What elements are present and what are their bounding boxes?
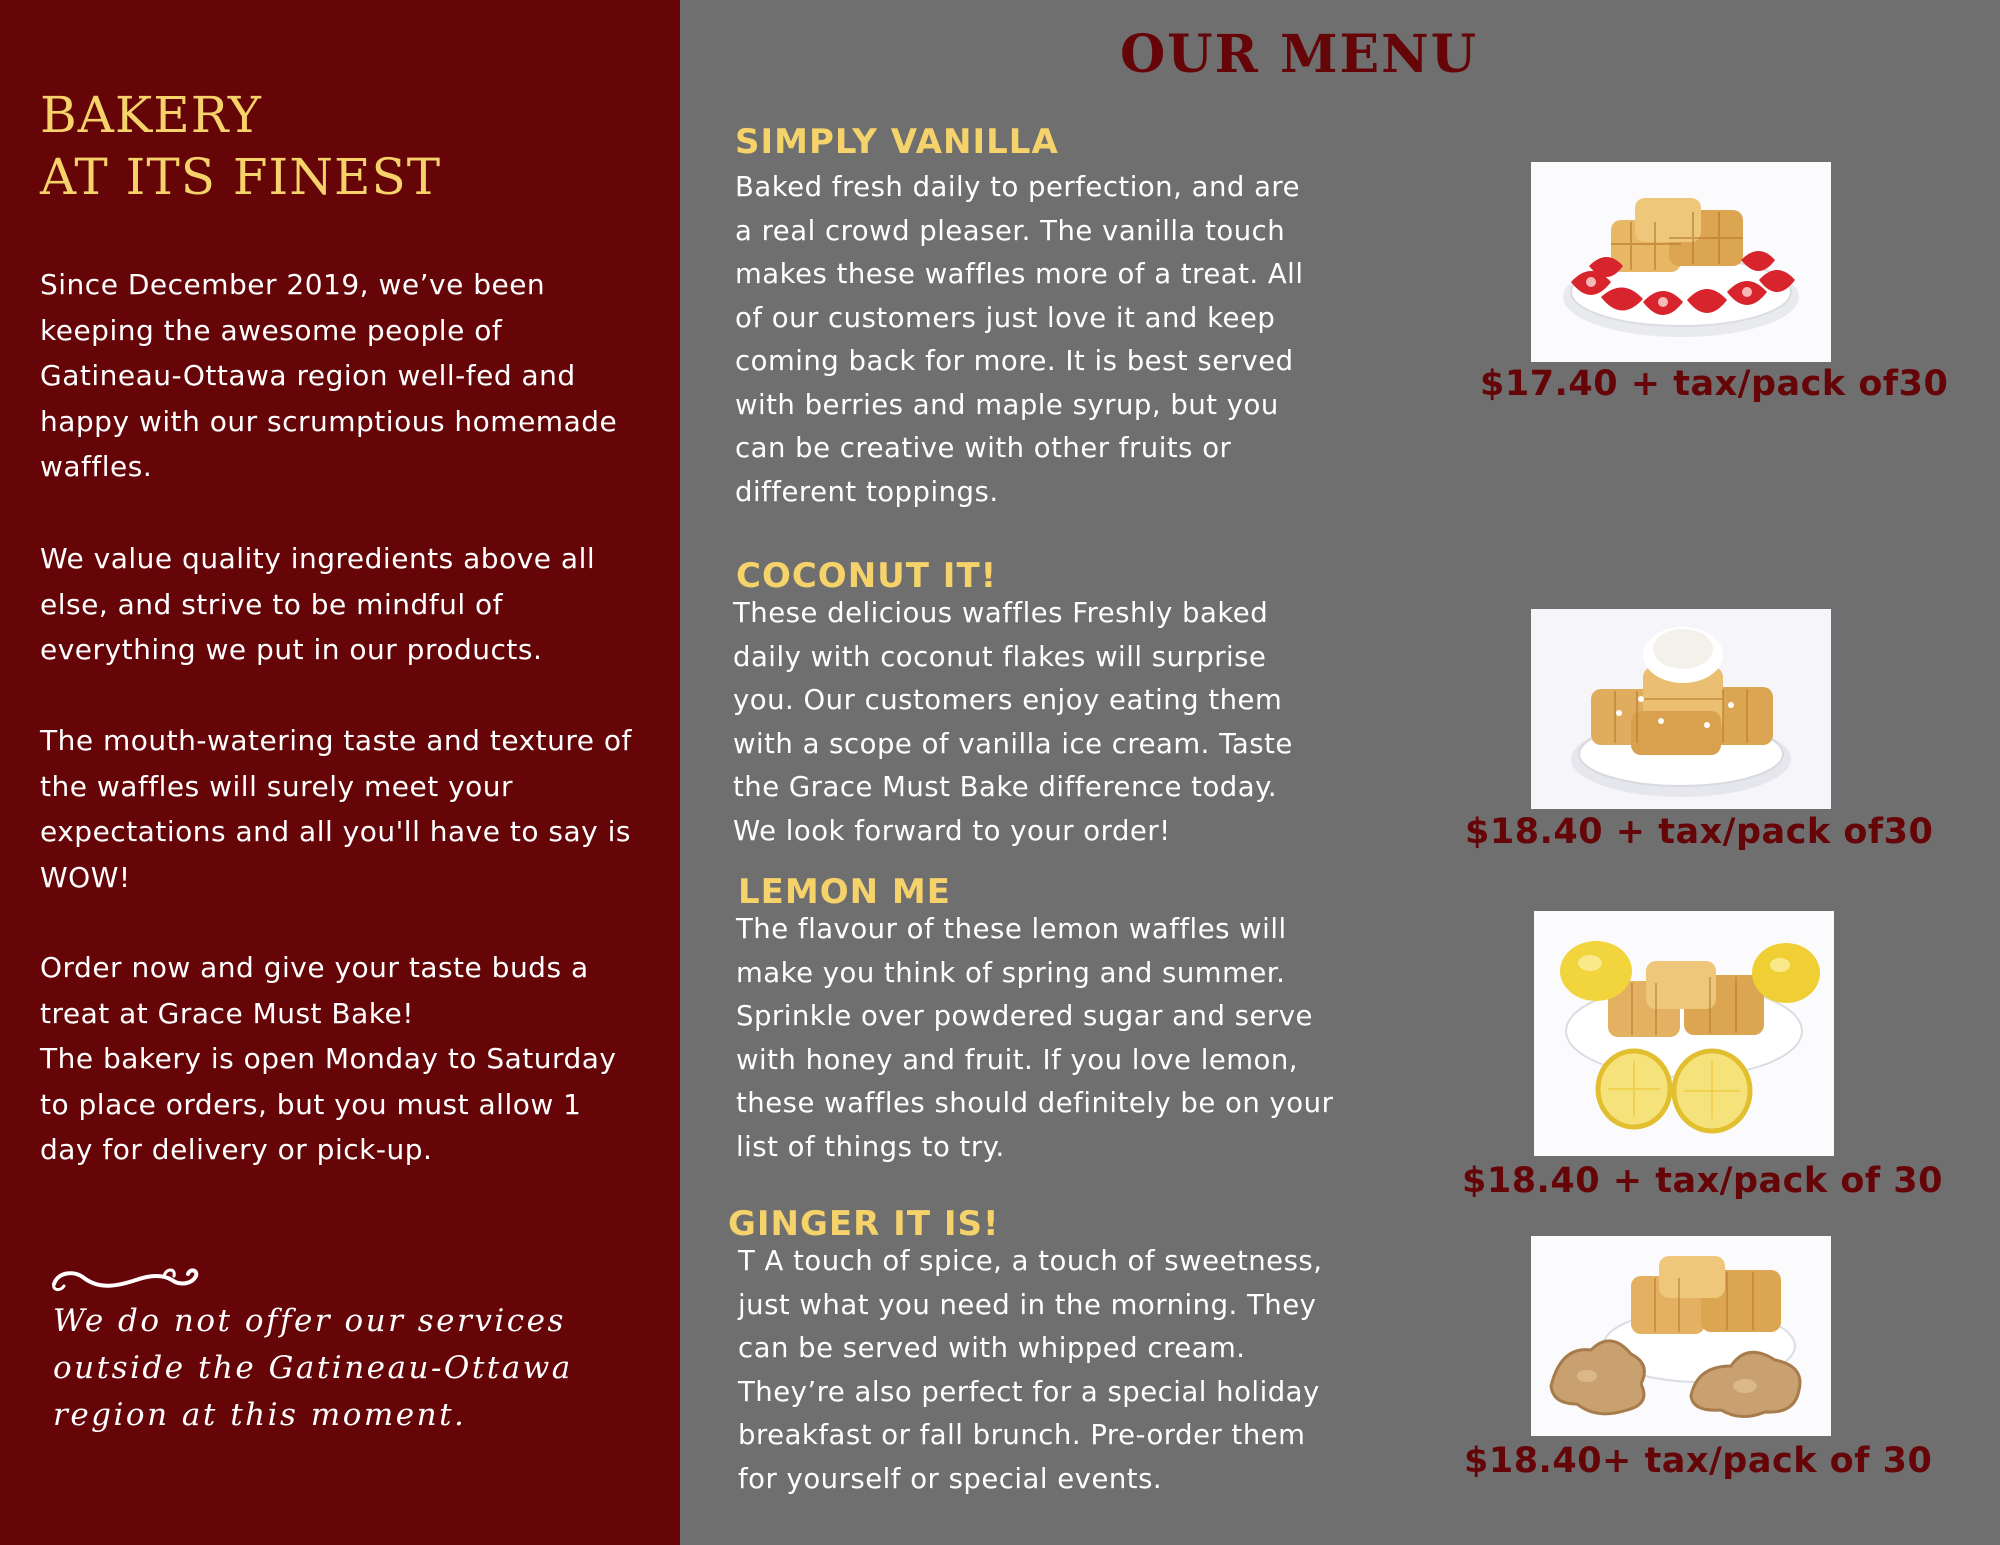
menu-title: OUR MENU: [1120, 24, 1479, 85]
menu-item-description: The flavour of these lemon waffles will make you think of spring and summer. Sprinkle over powdered sugar and serve with honey and fruit. If you love lemon, these waffles should definitely be on your list of things to try.: [736, 913, 1334, 1163]
intro-paragraph-order: Order now and give your taste buds a treat at Grace Must Bake!: [40, 951, 589, 1030]
menu-item-title: SIMPLY VANILLA: [735, 122, 1059, 162]
menu-item-title: LEMON ME: [738, 872, 951, 912]
intro-paragraph-since: Since December 2019, we’ve been keeping the awesome people of Gatineau-Ottawa region well-fed and happy with our scrumptious homemade waffles.: [40, 268, 618, 483]
menu-item-description: These delicious waffles Freshly baked daily with coconut flakes will surprise you. Our customers enjoy eating them with a scope of vanilla ice cream. Taste the Grace Must Bake difference today. We look forward to your order!: [733, 597, 1293, 847]
waffles-with-coconut-icon: [1531, 609, 1831, 809]
menu-item-description: Baked fresh daily to perfection, and are a real crowd pleaser. The vanilla touch makes these waffles more of a treat. All of our customers just love it and keep coming back for more. It is best served with berries and maple syrup, but you can be creative with other fruits or different toppings.: [735, 171, 1304, 508]
menu-item-price: $18.40 + tax/pack of30: [1465, 812, 1934, 852]
heading-line-2: AT ITS FINEST: [40, 148, 442, 206]
flourish-ornament-icon: [50, 1262, 210, 1296]
menu-item-title: COCONUT IT!: [736, 556, 998, 596]
bakery-heading: [40, 84, 441, 208]
intro-paragraph-quality: We value quality ingredients above all else, and strive to be mindful of everything we put in our products.: [40, 542, 596, 666]
intro-paragraph-taste: The mouth-watering taste and texture of the waffles will surely meet your expectations and all you'll have to say is WOW!: [40, 724, 632, 894]
waffles-with-strawberries-icon: [1531, 162, 1831, 362]
menu-item-description: T A touch of spice, a touch of sweetness, just what you need in the morning. They can be served with whipped cream. They’re also perfect for a special holiday breakfast or fall brunch. Pre-order them for yourself or special events.: [738, 1245, 1323, 1495]
menu-item-price: $17.40 + tax/pack of30: [1480, 364, 1949, 404]
waffles-with-lemons-icon: [1534, 911, 1834, 1156]
service-area-disclaimer: We do not offer our services outside the Gatineau-Ottawa region at this moment.: [53, 1303, 573, 1433]
waffles-with-ginger-icon: [1531, 1236, 1831, 1436]
menu-item-title: GINGER IT IS!: [728, 1204, 1000, 1244]
left-panel: [0, 0, 680, 1545]
intro-paragraph-hours: The bakery is open Monday to Saturday to place orders, but you must allow 1 day for delivery or pick-up.: [40, 1042, 617, 1166]
heading-line-1: BAKERY: [40, 86, 262, 144]
menu-item-price: $18.40 + tax/pack of 30: [1462, 1161, 1944, 1201]
menu-item-price: $18.40+ tax/pack of 30: [1464, 1441, 1933, 1481]
